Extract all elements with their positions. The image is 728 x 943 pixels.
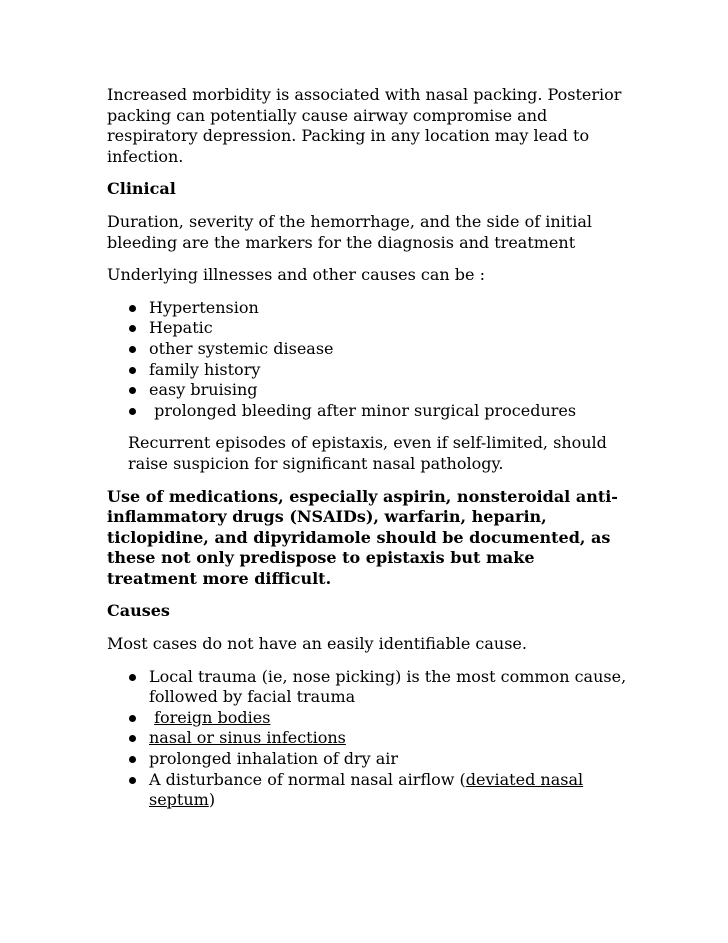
list-item-text: easy bruising	[149, 380, 258, 400]
list-item	[107, 667, 627, 708]
recurrent-episodes-paragraph: Recurrent episodes of epistaxis, even if self-limited, should raise suspicion for significant nasal pathology.	[128, 433, 607, 473]
medications-paragraph: Use of medications, especially aspirin, nonsteroidal anti-inflammatory drugs (NSAIDs), warfarin, heparin, ticlopidine, and dipyridamole should be documented, as these not only predispose to epistaxis but make treatment more difficult.	[107, 486, 618, 588]
list-item-text: Hypertension	[149, 297, 259, 317]
list-item	[107, 770, 627, 811]
bullet-icon	[129, 715, 136, 722]
list-item	[107, 298, 627, 319]
list-item-prefix: A disturbance of normal nasal airflow (	[149, 769, 466, 789]
causes-paragraph: Most cases do not have an easily identifiable cause.	[107, 634, 527, 654]
list-item	[107, 401, 627, 422]
list-item-text: other systemic disease	[149, 338, 334, 358]
list-item	[107, 708, 627, 729]
intro-paragraph: Increased morbidity is associated with nasal packing. Posterior packing can potentially cause airway compromise and respiratory depression. Packing in any location may lead to infection.	[107, 85, 622, 166]
nasal-sinus-infections-link[interactable]: nasal or sinus infections	[149, 728, 346, 748]
bullet-icon	[129, 346, 136, 353]
bullet-icon	[129, 408, 136, 415]
bullet-icon	[129, 325, 136, 332]
underlying-illnesses-paragraph: Underlying illnesses and other causes can be :	[107, 265, 485, 285]
list-item-text: Hepatic	[149, 318, 213, 338]
bullet-icon	[129, 756, 136, 763]
bullet-icon	[129, 777, 136, 784]
foreign-bodies-link[interactable]: foreign bodies	[154, 707, 271, 727]
underlying-illnesses-list	[107, 298, 627, 422]
list-item	[107, 318, 627, 339]
clinical-heading: Clinical	[107, 179, 176, 199]
document-page	[107, 85, 627, 823]
list-item-text: family history	[149, 359, 261, 379]
list-item	[107, 339, 627, 360]
causes-list	[107, 667, 627, 811]
list-item	[107, 380, 627, 401]
deviated-nasal-septum-link[interactable]: deviated nasal septum	[149, 769, 584, 810]
bullet-icon	[129, 367, 136, 374]
list-item-text: prolonged bleeding after minor surgical procedures	[149, 400, 577, 420]
bullet-icon	[129, 387, 136, 394]
clinical-paragraph: Duration, severity of the hemorrhage, and the side of initial bleeding are the markers for the diagnosis and treatment	[107, 211, 592, 252]
bullet-icon	[129, 305, 136, 312]
bullet-icon	[129, 674, 136, 681]
list-item	[107, 728, 627, 749]
list-item-text: Local trauma (ie, nose picking) is the most common cause, followed by facial trauma	[149, 666, 627, 707]
causes-heading: Causes	[107, 601, 170, 621]
bullet-icon	[129, 735, 136, 742]
list-item	[107, 360, 627, 381]
list-item-suffix: )	[208, 790, 216, 810]
list-item-text: prolonged inhalation of dry air	[149, 749, 399, 769]
list-item	[107, 749, 627, 770]
